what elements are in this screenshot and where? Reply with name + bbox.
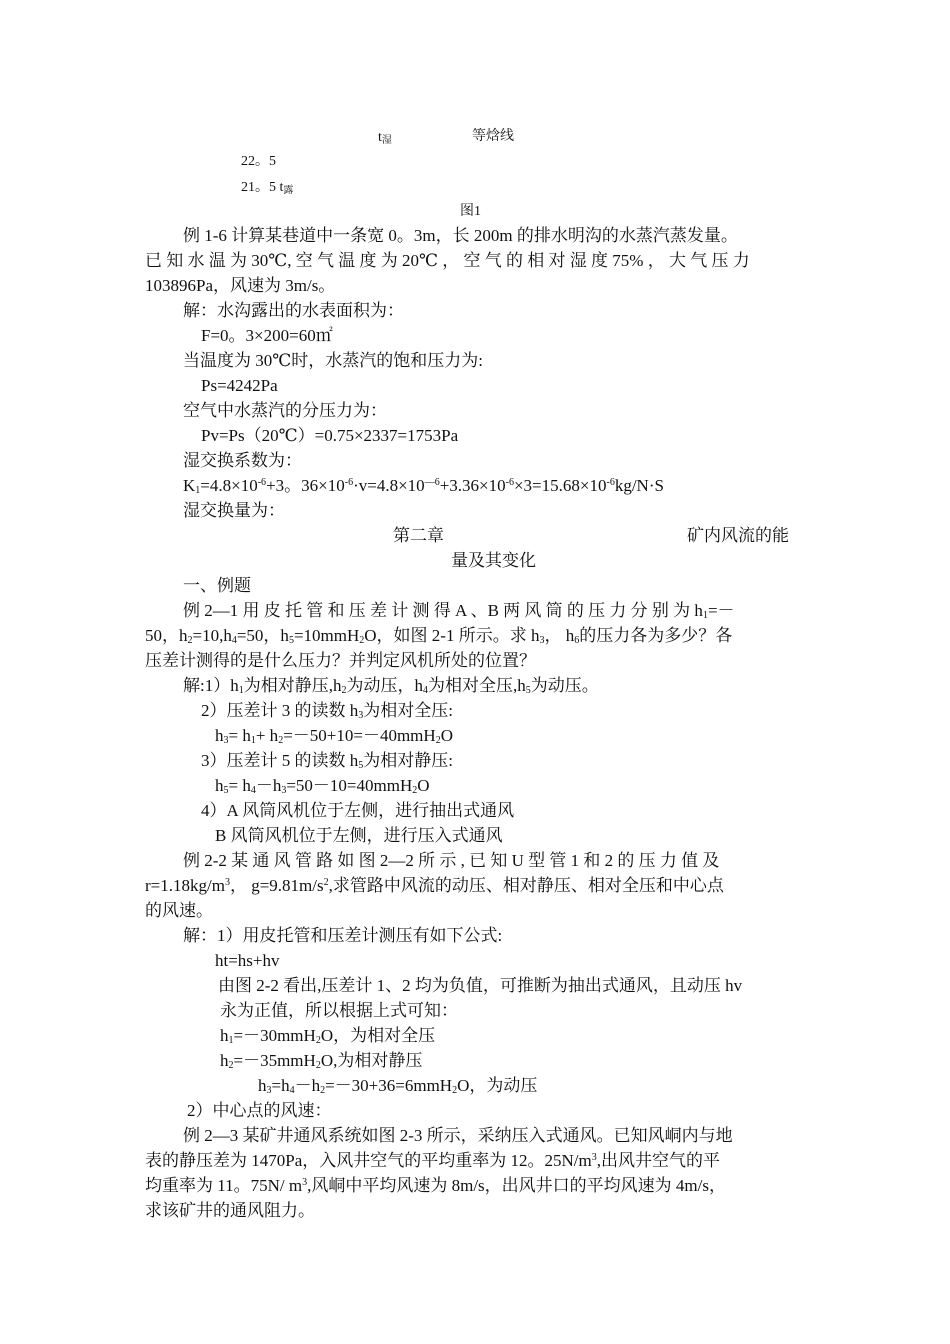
ex21-solution-1: 解$:1)h_1$为相对静压$,h_2$为动压，$h_4$为相对全压$,h_5$为动压。 bbox=[183, 676, 599, 696]
ex16-coefficient-text: 湿交换系数为： bbox=[183, 451, 302, 470]
ex23-line-1: 例 2—3 某矿井通风系统如图 2-3 所示，采纳压入式通风。已知风峒内与地 bbox=[183, 1126, 733, 1145]
ex16-line-3: 103896Pa，风速为 3m/s。 bbox=[145, 276, 336, 295]
ex16-ps-value: Ps=4242Pa bbox=[201, 376, 278, 395]
ex23-line-3: 均重率为 11。75N/ $m^3$,风峒中平均风速为 8m/s，出风井口的平均风速为 4m/s， bbox=[145, 1176, 726, 1195]
ex22-solution-2: 2）中心点的风速： bbox=[187, 1101, 332, 1120]
ex21-line-2: 50，$h_2=10,h_4=50$，$h_5=10mmH_2O$，如图 2-1 所示。求 $h_3$， $h_6$的压力各为多少？各 bbox=[145, 626, 733, 646]
section-heading: 一、例题 bbox=[183, 576, 251, 595]
ex16-line-1: 例 1-6 计算某巷道中一条宽 0。3m，长 200m 的排水明沟的水蒸汽蒸发量。 bbox=[183, 226, 738, 245]
ex22-reasoning-2: 永为正值，所以根据上式可知： bbox=[220, 1001, 458, 1020]
ex22-h2-value: $h_2=-35mmH_2O$,为相对静压 bbox=[220, 1051, 423, 1071]
ex16-area-formula: F=0。3×200=60㎡ bbox=[201, 326, 333, 345]
ex22-h3-value: $h_3=h_4-h_2=-30+36=6mmH_2O$，为动压 bbox=[258, 1076, 538, 1096]
ex22-formula: ht=hs+hv bbox=[215, 951, 280, 970]
ex21-line-3: 压差计测得的是什么压力？并判定风机所处的位置？ bbox=[145, 651, 536, 670]
ex16-k1-formula: $K_1=4.8\times 10^{-6}+3$。$36\times 10^{-6}\cdot v=4.8\times 10^{—6}+3.36\times 10^{-6}\times 3=15.68\times 10^{-6}kg/N\cdot S$ bbox=[183, 476, 664, 496]
ex23-line-4: 求该矿井的通风阻力。 bbox=[145, 1201, 315, 1220]
ex22-line-2: $r=1.18kg/m^3$， $g=9.81m/s^2$,求管路中风流的动压、相对静压、相对全压和中心点 bbox=[145, 876, 724, 895]
ex22-line-3: 的风速。 bbox=[145, 901, 213, 920]
ex22-line-1: 例 2-2 某 通 风 管 路 如 图 2—2 所 示 , 已 知 U 型 管 1 和 2 的 压 力 值 及 bbox=[183, 851, 720, 870]
ex23-line-2: 表的静压差为 1470Pa，入风井空气的平均重率为 12。$25N/m^3$,出风井空气的平 bbox=[145, 1151, 720, 1170]
ex21-solution-3: 3）压差计 5 的读数 $h_5$为相对静压: bbox=[201, 751, 453, 771]
ex21-solution-2: 2）压差计 3 的读数 $h_3$为相对全压: bbox=[201, 701, 453, 721]
ex16-line-2: 已 知 水 温 为 30℃, 空 气 温 度 为 20℃ ， 空 气 的 相 对 湿 度 75% ， 大 气 压 力 bbox=[145, 251, 750, 270]
ex21-solution-4b: B 风筒风机位于左侧，进行压入式通风 bbox=[215, 826, 503, 845]
chapter-title-part2: 量及其变化 bbox=[451, 551, 536, 570]
figure-label-isenthalpic: 等焓线 bbox=[472, 129, 514, 144]
ex21-h5-formula: $h_5= h_4-h_3=50-10=40mmH_2O$ bbox=[215, 776, 430, 796]
chapter-number: 第二章 bbox=[393, 526, 444, 545]
figure-value-22-5: 22。5 bbox=[241, 154, 276, 169]
ex22-solution-1: 解：1）用皮托管和压差计测压有如下公式: bbox=[183, 926, 503, 945]
ex16-saturation-text: 当温度为 30℃时，水蒸汽的饱和压力为: bbox=[183, 351, 483, 370]
figure-label-t-dew: 21。5 $t_露$ bbox=[241, 180, 294, 196]
ex16-pv-formula: Pv=Ps（20℃）=0.75×2337=1753Pa bbox=[201, 426, 459, 445]
figure-label-t-wet: $t_湿$ bbox=[378, 130, 392, 146]
ex22-h1-value: $h_1=-30mmH_2O$，为相对全压 bbox=[220, 1026, 436, 1046]
ex21-h3-formula: $h_3= h_1+ h_2=-50+10=-40mmH_2O$ bbox=[215, 726, 453, 746]
ex21-line-1: 例 2—1 用 皮 托 管 和 压 差 计 测 得 A 、B 两 风 筒 的 压 力 分 别 为 $h_1=-$ bbox=[183, 601, 735, 621]
ex16-partial-pressure-text: 空气中水蒸汽的分压力为： bbox=[183, 401, 387, 420]
chapter-title-part1: 矿内风流的能 bbox=[687, 526, 789, 545]
ex21-solution-4: 4）A 风筒风机位于左侧，进行抽出式通风 bbox=[201, 801, 515, 820]
ex16-solution: 解：水沟露出的水表面积为： bbox=[183, 301, 404, 320]
ex22-reasoning-1: 由图 2-2 看出,压差计 1、2 均为负值，可推断为抽出式通风，且动压 hv bbox=[218, 976, 743, 995]
ex16-exchange-text: 湿交换量为： bbox=[183, 501, 285, 520]
figure-caption: 图1 bbox=[460, 204, 481, 219]
